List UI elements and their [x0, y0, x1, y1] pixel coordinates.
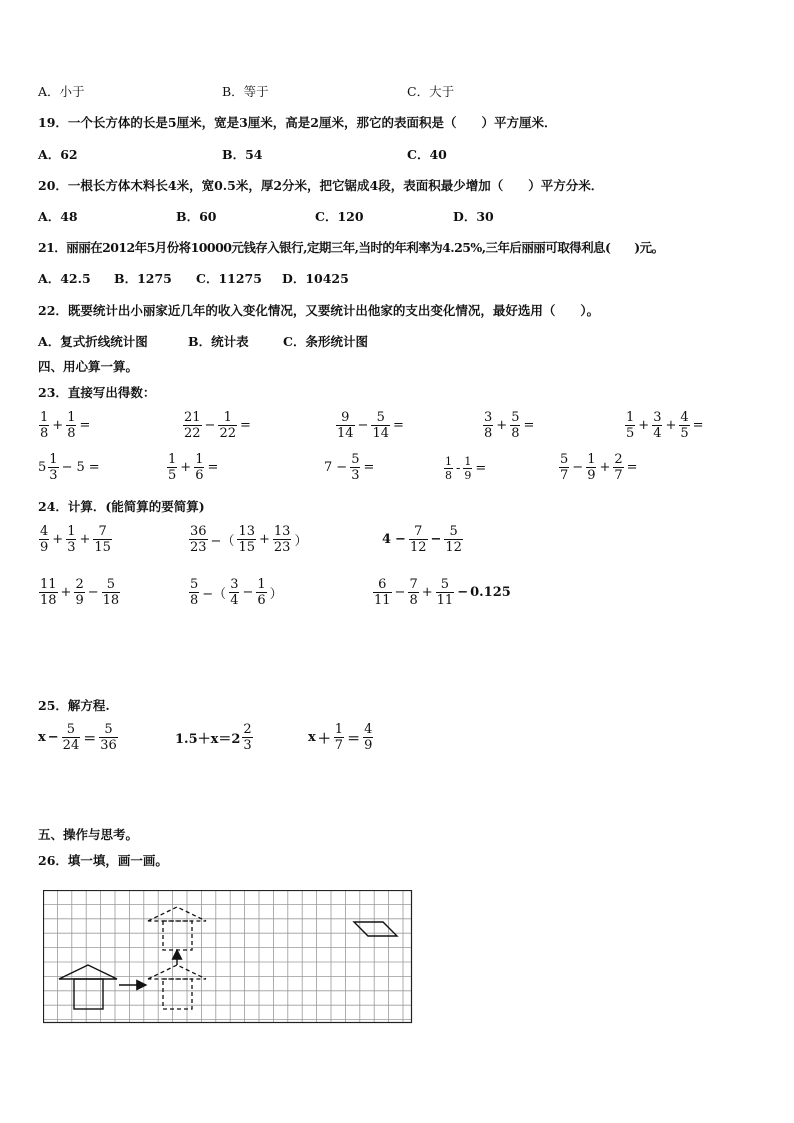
- q19-option-c: C．40: [407, 147, 447, 162]
- fraction: $\frac{1}{9}$: [464, 455, 472, 482]
- parallelogram-shape: [354, 922, 397, 936]
- original-house-shape: [59, 965, 117, 1009]
- fraction: $\frac{5}{7}$: [560, 452, 569, 483]
- fraction: $\frac{1}{8}$: [67, 410, 76, 441]
- fraction: $\frac{2}{7}$: [614, 452, 623, 483]
- fraction: $\frac{4}{9}$: [364, 722, 373, 753]
- fraction: $\frac{5}{18}$: [102, 577, 120, 608]
- q23-expr-1: $\frac{1}{8}$ + $\frac{1}{8}$ =: [40, 410, 91, 441]
- q25-stem: 25．解方程.: [38, 698, 110, 713]
- fraction: $\frac{3}{4}$: [230, 577, 239, 608]
- fraction: $\frac{21}{22}$: [184, 410, 201, 441]
- q25-equation-2: 1.5＋x＝2 $\frac{2}{3}$: [175, 722, 252, 753]
- q21-option-a: A．42.5: [38, 271, 91, 286]
- q18-option-a: A．小于: [38, 84, 85, 99]
- q24-expr-4: $\frac{11}{18}$ + $\frac{2}{9}$ − $\frac{5}{18}$: [40, 577, 120, 608]
- section-4-heading: 四、用心算一算。: [38, 359, 139, 374]
- q24-stem: 24．计算．(能简算的要简算): [38, 499, 205, 514]
- fraction: $\frac{1}{7}$: [334, 722, 344, 753]
- q22-option-a: A．复式折线统计图: [38, 334, 148, 349]
- q19-option-a: A．62: [38, 147, 78, 162]
- q26-stem: 26．填一填，画一画。: [38, 853, 168, 868]
- fraction: $\frac{11}{18}$: [40, 577, 57, 608]
- fraction: $\frac{5}{8}$: [511, 410, 520, 441]
- fraction: $\frac{5}{8}$: [190, 577, 199, 608]
- fraction: $\frac{7}{8}$: [409, 577, 418, 608]
- q22-stem: 22．既要统计出小丽家近几年的收入变化情况，又要统计出他家的支出变化情况，最好选用（ ）。: [38, 303, 600, 318]
- fraction: $\frac{3}{8}$: [484, 410, 493, 441]
- q20-option-b: B．60: [176, 209, 217, 224]
- transformation-grid-figure: [43, 890, 415, 1028]
- fraction: $\frac{1}{3}$: [49, 452, 58, 483]
- fraction: $\frac{5}{11}$: [436, 577, 454, 608]
- q19-stem: 19．一个长方体的长是5厘米，宽是3厘米，高是2厘米，那它的表面积是（ ）平方厘米．: [38, 115, 557, 130]
- grid-border: [44, 891, 412, 1023]
- q23-expr-7: $\frac{1}{5}$ + $\frac{1}{6}$ =: [168, 452, 219, 483]
- q25-equation-3: x ＋ $\frac{1}{7}$ ＝ $\frac{4}{9}$: [308, 722, 373, 753]
- q23-expr-9: $\frac{1}{8}$ - $\frac{1}{9}$ =: [445, 455, 487, 482]
- fraction: $\frac{1}{22}$: [219, 410, 236, 441]
- fraction: $\frac{7}{12}$: [409, 524, 427, 555]
- q18-option-b: B．等于: [222, 84, 269, 99]
- translated-house-shape-2: [148, 907, 206, 950]
- fraction: $\frac{1}{8}$: [40, 410, 49, 441]
- fraction: $\frac{5}{24}$: [62, 722, 80, 753]
- q23-expr-5: $\frac{1}{5}$ + $\frac{3}{4}$ + $\frac{4}{5}$ =: [626, 410, 704, 441]
- q21-stem: 21．丽丽在2012年5月份将10000元钱存入银行,定期三年,当时的年利率为4.25%,三年后丽丽可取得利息( )元。: [38, 240, 664, 255]
- q20-stem: 20．一根长方体木料长4米，宽0.5米，厚2分米，把它锯成4段，表面积最少增加（ ）平方分米．: [38, 178, 604, 193]
- q21-option-b: B．1275: [114, 271, 172, 286]
- q21-option-d: D．10425: [282, 271, 349, 286]
- fraction: $\frac{1}{6}$: [195, 452, 204, 483]
- fraction: $\frac{13}{15}$: [238, 524, 255, 555]
- fraction: $\frac{7}{15}$: [94, 524, 111, 555]
- q24-expr-5: $\frac{5}{8}$ −（ $\frac{3}{4}$ − $\frac{1}{6}$ ）: [190, 577, 283, 608]
- q21-option-c: C．11275: [196, 271, 262, 286]
- fraction: $\frac{6}{11}$: [374, 577, 391, 608]
- grid-lines: [43, 890, 412, 1023]
- q20-option-d: D．30: [453, 209, 494, 224]
- q24-expr-1: $\frac{4}{9}$ + $\frac{1}{3}$ + $\frac{7}{15}$: [40, 524, 111, 555]
- fraction: $\frac{4}{9}$: [40, 524, 49, 555]
- q23-expr-6: 5 $\frac{1}{3}$ − 5 =: [38, 452, 100, 483]
- fraction: $\frac{1}{9}$: [587, 452, 596, 483]
- fraction: $\frac{4}{5}$: [680, 410, 689, 441]
- q24-expr-2: $\frac{36}{23}$ −（ $\frac{13}{15}$ + $\frac{13}{23}$ ）: [190, 524, 308, 555]
- section-5-heading: 五、操作与思考。: [38, 827, 139, 842]
- q23-expr-10: $\frac{5}{7}$ − $\frac{1}{9}$ + $\frac{2}{7}$ =: [560, 452, 638, 483]
- q24-expr-3: 4 − $\frac{7}{12}$ − $\frac{5}{12}$: [382, 524, 462, 555]
- fraction: $\frac{5}{14}$: [372, 410, 389, 441]
- q20-option-c: C．120: [315, 209, 364, 224]
- fraction: $\frac{3}{4}$: [653, 410, 662, 441]
- q18-option-c: C．大于: [407, 84, 455, 99]
- fraction: $\frac{13}{23}$: [273, 524, 291, 555]
- q23-expr-3: $\frac{9}{14}$ − $\frac{5}{14}$ =: [337, 410, 404, 441]
- q23-expr-2: $\frac{21}{22}$ − $\frac{1}{22}$ =: [184, 410, 251, 441]
- fraction: $\frac{5}{3}$: [351, 452, 360, 483]
- q23-stem: 23．直接写出得数：: [38, 385, 156, 400]
- fraction: $\frac{36}{23}$: [190, 524, 207, 555]
- q23-expr-4: $\frac{3}{8}$ + $\frac{5}{8}$ =: [484, 410, 535, 441]
- q20-option-a: A．48: [38, 209, 78, 224]
- translated-house-shape-1: [148, 965, 206, 1009]
- fraction: $\frac{5}{12}$: [445, 524, 462, 555]
- fraction: $\frac{1}{3}$: [67, 524, 76, 555]
- q19-option-b: B．54: [222, 147, 263, 162]
- q23-expr-8: 7 − $\frac{5}{3}$ =: [324, 452, 375, 483]
- fraction: $\frac{9}{14}$: [337, 410, 354, 441]
- fraction: $\frac{2}{9}$: [75, 577, 84, 608]
- q22-option-c: C．条形统计图: [283, 334, 368, 349]
- q25-equation-1: x − $\frac{5}{24}$ ＝ $\frac{5}{36}$: [38, 722, 117, 753]
- fraction: $\frac{1}{5}$: [626, 410, 635, 441]
- fraction: $\frac{1}{8}$: [445, 455, 452, 482]
- fraction: $\frac{2}{3}$: [243, 722, 252, 753]
- q22-option-b: B．统计表: [188, 334, 249, 349]
- fraction: $\frac{1}{5}$: [168, 452, 177, 483]
- fraction: $\frac{1}{6}$: [257, 577, 266, 608]
- fraction: $\frac{5}{36}$: [100, 722, 117, 753]
- q24-expr-6: $\frac{6}{11}$ − $\frac{7}{8}$ + $\frac{5}{11}$ − 0.125: [374, 577, 511, 608]
